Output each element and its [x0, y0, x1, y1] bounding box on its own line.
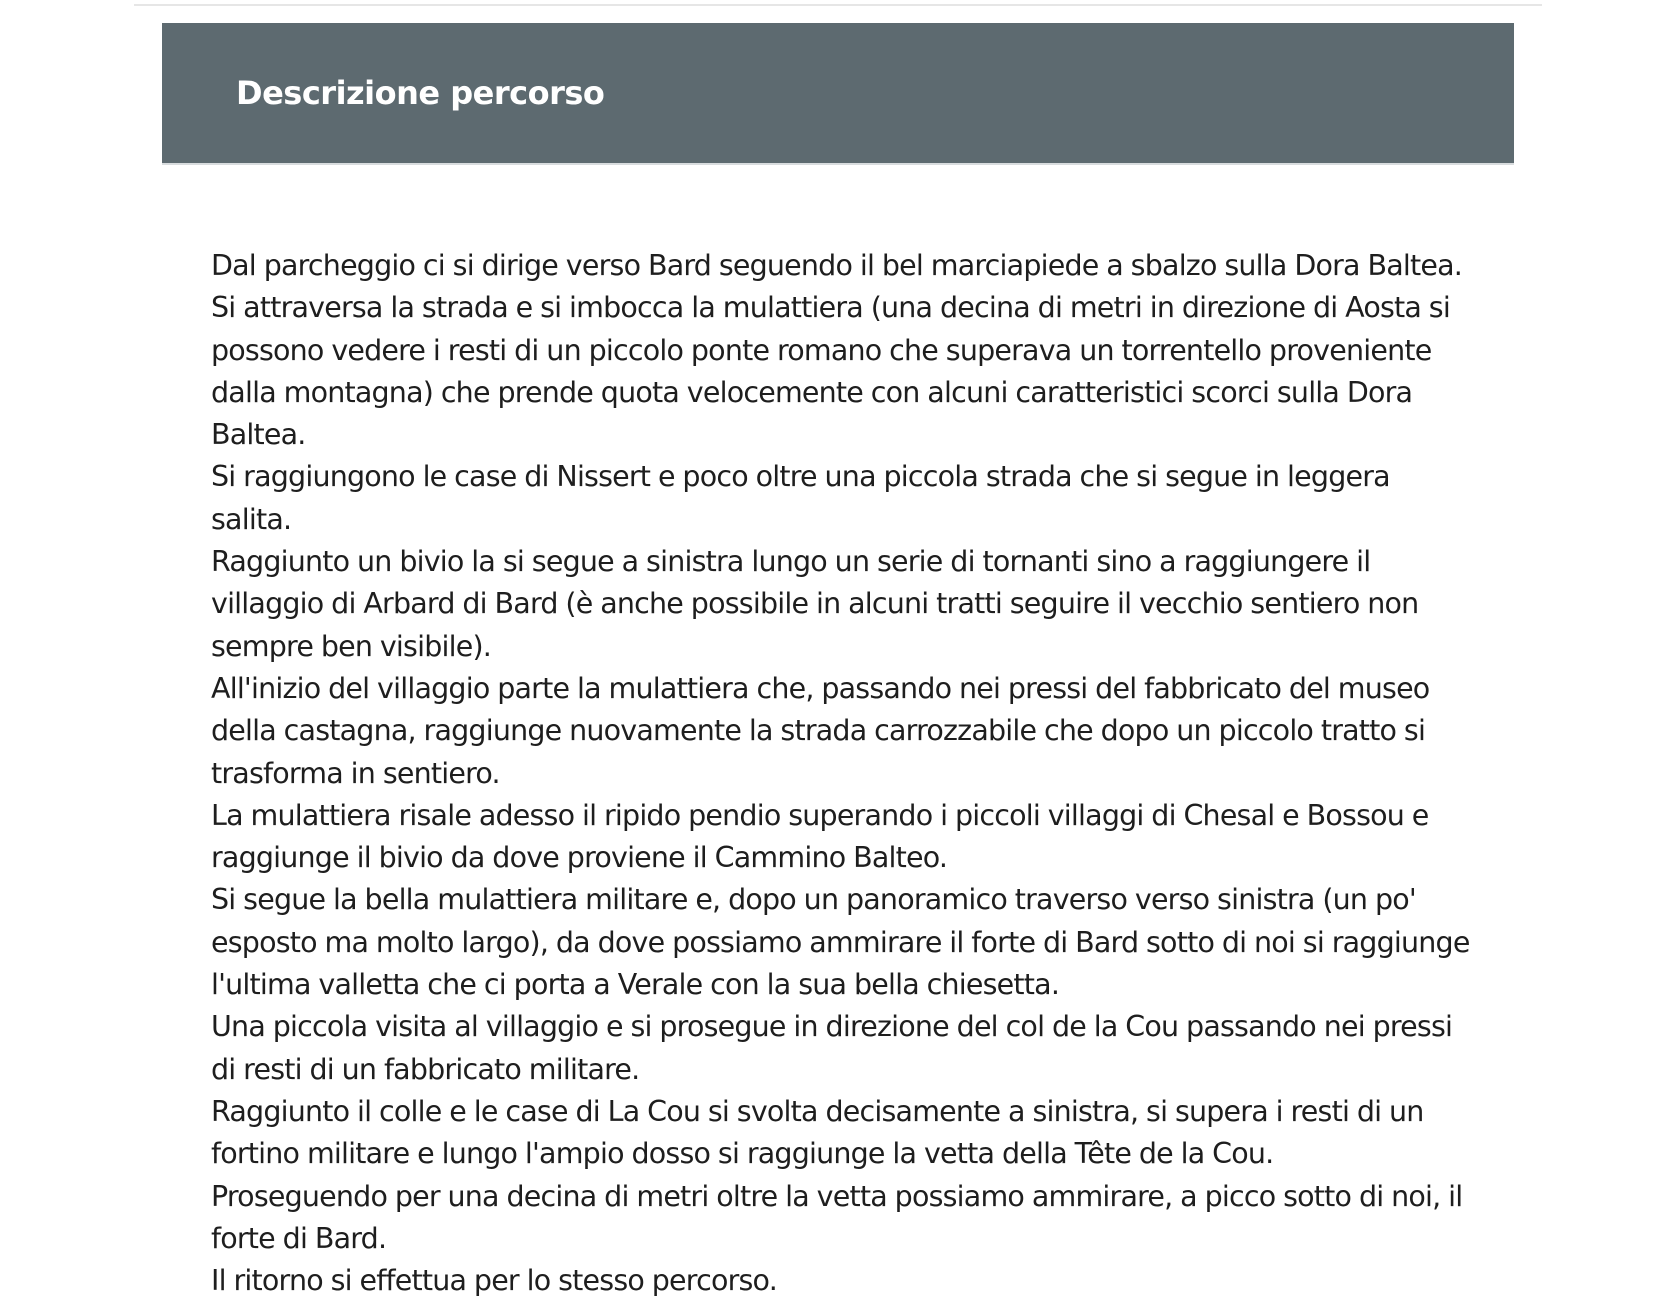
description-line: Raggiunto il colle e le case di La Cou si svolta decisamente a sinistra, si supera i resti di un fortino militare e lungo l'ampio dosso si raggiunge la vetta della Tête de la Cou.: [211, 1094, 1424, 1171]
description-line: All'inizio del villaggio parte la mulattiera che, passando nei pressi del fabbricato del museo della castagna, raggiunge nuovamente la strada carrozzabile che dopo un piccolo tratto si trasforma in sentiero.: [211, 671, 1430, 790]
description-line: Il ritorno si effettua per lo stesso percorso.: [211, 1264, 777, 1298]
top-divider: [134, 4, 1542, 6]
description-line: Una piccola visita al villaggio e si prosegue in direzione del col de la Cou passando nei pressi di resti di un fabbricato militare.: [211, 1010, 1453, 1086]
description-line: Si raggiungono le case di Nissert e poco oltre una piccola strada che si segue in leggera salita.: [211, 460, 1390, 536]
description-line: Si attraversa la strada e si imbocca la mulattiera (una decina di metri in direzione di Aosta si possono vedere i resti di un piccolo ponte romano che superava un torrentello proveniente dalla montagna) che prende quota velocemente con alcuni caratteristici scorci sulla Dora Baltea.: [211, 291, 1450, 452]
panel-header: [162, 23, 1514, 165]
route-description: [211, 245, 1471, 1302]
route-description-panel: [162, 23, 1514, 1302]
description-line: Proseguendo per una decina di metri oltre la vetta possiamo ammirare, a picco sotto di noi, il forte di Bard.: [211, 1179, 1463, 1255]
description-line: Si segue la bella mulattiera militare e, dopo un panoramico traverso verso sinistra (un po' esposto ma molto largo), da dove possiamo ammirare il forte di Bard sotto di noi si raggiunge l'ultima valletta che ci porta a Verale con la sua bella chiesetta.: [211, 883, 1470, 1002]
description-line: Raggiunto un bivio la si segue a sinistra lungo un serie di tornanti sino a raggiungere il villaggio di Arbard di Bard (è anche possibile in alcuni tratti seguire il vecchio sentiero non sempre ben visibile).: [211, 545, 1419, 663]
description-line: Dal parcheggio ci si dirige verso Bard seguendo il bel marciapiede a sbalzo sulla Dora Baltea.: [211, 249, 1463, 282]
section-title: Descrizione percorso: [236, 74, 605, 112]
panel-body: [162, 165, 1471, 1302]
description-line: La mulattiera risale adesso il ripido pendio superando i piccoli villaggi di Chesal e Bossou e raggiunge il bivio da dove proviene il Cammino Balteo.: [211, 798, 1429, 875]
